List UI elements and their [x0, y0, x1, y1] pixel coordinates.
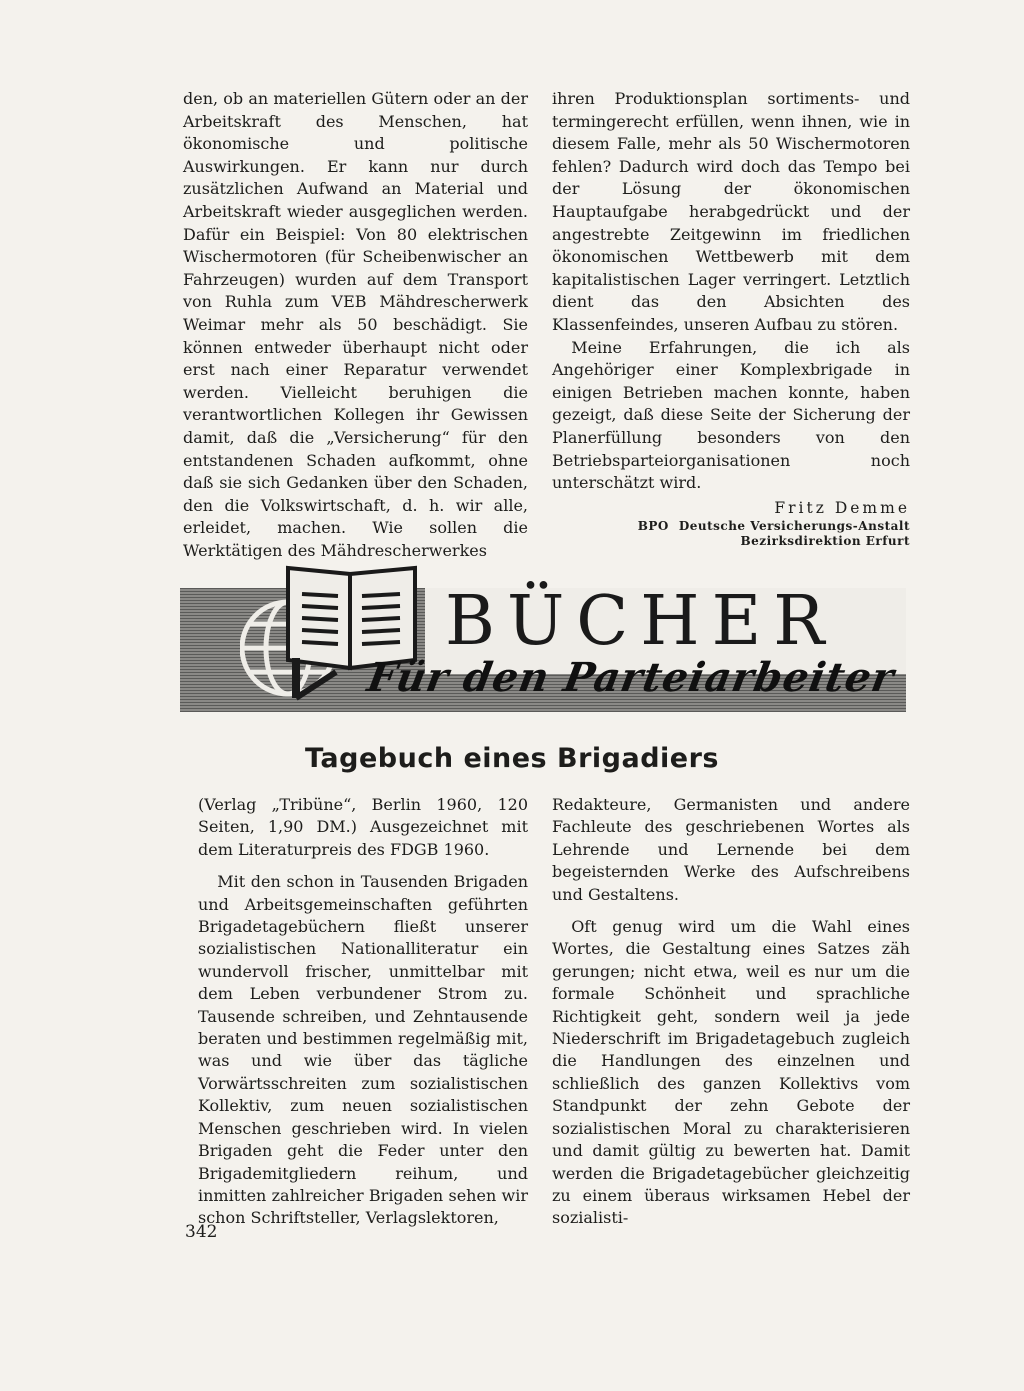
banner-title: BÜCHER	[445, 582, 837, 661]
article-heading: Tagebuch eines Brigadiers	[304, 743, 720, 774]
page-number: 342	[185, 1222, 218, 1242]
top-left-paragraph-1: den, ob an materiellen Gütern oder an der Arbeitskraft des Menschen, hat ökonomische und politische Auswirkungen. Er kann nur durch zusätzlichen Aufwand an Material und Arbeitskraft wieder ausgeglichen werden. Dafür ein Beispiel: Von 80 elektrischen Wischermotoren (für Scheibenwischer an Fahrzeugen) wurden auf dem Transport von Ruhla zum VEB Mähdrescherwerk Weimar mehr als 50 beschädigt. Sie können entweder überhaupt nicht oder erst nach einer Reparatur verwendet werden. Vielleicht beruhigen die verantwortlichen Kollegen ihr Gewissen damit, daß die „Versicherung“ für den entstandenen Schaden aufkommt, ohne daß sie sich Gedanken über den Schaden, den die Volkswirtschaft, d. h. wir alle, erleidet, machen. Wie sollen die Werktätigen des Mähdrescherwerkes	[183, 89, 528, 560]
top-right-paragraph-1: ihren Produktionsplan sortiments- und termingerecht erfüllen, wenn ihnen, wie in diesem Falle, mehr als 50 Wischermotoren fehlen? Dadurch wird doch das Tempo bei der Lösung der ökonomischen Hauptaufgabe herabgedrückt und der angestrebte Zeitgewinn im friedlichen ökonomischen Wettbewerb mit dem kapitalistischen Lager verringert. Letztlich dient das den Absichten des Klassenfeindes, unseren Aufbau zu stören.	[552, 89, 910, 334]
article-left-column	[198, 794, 528, 1230]
affiliation-prefix: BPO	[637, 519, 669, 534]
top-left-column	[183, 88, 528, 562]
article-paragraph-3: Oft genug wird um die Wahl eines Wortes, die Gestaltung eines Satzes zäh gerungen; nicht etwa, weil es nur um die formale Schönheit und sprachliche Richtigkeit geht, sondern weil ja jede Niederschrift im Brigadetagebuch zugleich die Handlungen des einzelnen und schließlich des ganzen Kollektivs vom Standpunkt der zehn Gebote der sozialistischen Moral zu charakterisieren und damit gültig zu bewerten hat. Damit werden die Brigadetagebücher gleichzeitig zu einem überaus wirksamen Hebel der sozialisti-	[552, 917, 910, 1228]
article-paragraph-1: Mit den schon in Tausenden Brigaden und Arbeitsgemeinschaften geführten Brigadetagebüchern fließt unserer sozialistischen Nationalliteratur ein wundervoll frischer, unmittelbar mit dem Leben verbundener Strom zu. Tausende schreiben, und Zehntausende beraten und bestimmen regelmäßig mit, was und wie über das tägliche Vorwärtsschreiten zum sozialistischen Kollektiv, zum neuen sozialistischen Menschen geschrieben wird. In vielen Brigaden geht die Feder unter den Brigademitgliedern reihum, und inmitten zahlreicher Brigaden sehen wir schon Schriftsteller, Verlagslektoren,	[198, 872, 528, 1228]
affiliation-line-1: Deutsche Versicherungs-Anstalt	[678, 519, 910, 534]
banner-subtitle: Für den Parteiarbeiter	[363, 654, 899, 701]
article-publication-info: (Verlag „Tribüne“, Berlin 1960, 120 Seiten, 1,90 DM.) Ausgezeichnet mit dem Literaturpreis des FDGB 1960.	[198, 795, 528, 859]
books-banner	[180, 560, 906, 712]
top-right-column	[552, 88, 910, 549]
author-signature: Fritz Demme	[774, 498, 910, 517]
top-right-paragraph-2: Meine Erfahrungen, die ich als Angehöriger einer Komplexbrigade in einigen Betrieben machen konnte, haben gezeigt, daß diese Seite der Sicherung der Planerfüllung besonders von den Betriebsparteiorganisationen noch unterschätzt wird.	[552, 337, 910, 493]
author-affiliation	[552, 519, 910, 549]
affiliation-line-2: Bezirksdirektion Erfurt	[740, 534, 910, 549]
article-right-column	[552, 794, 910, 1230]
article-paragraph-2: Redakteure, Germanisten und andere Fachleute des geschriebenen Wortes als Lehrende und Lernende bei dem begeisternden Werke des Aufschreibens und Gestaltens.	[552, 795, 910, 904]
